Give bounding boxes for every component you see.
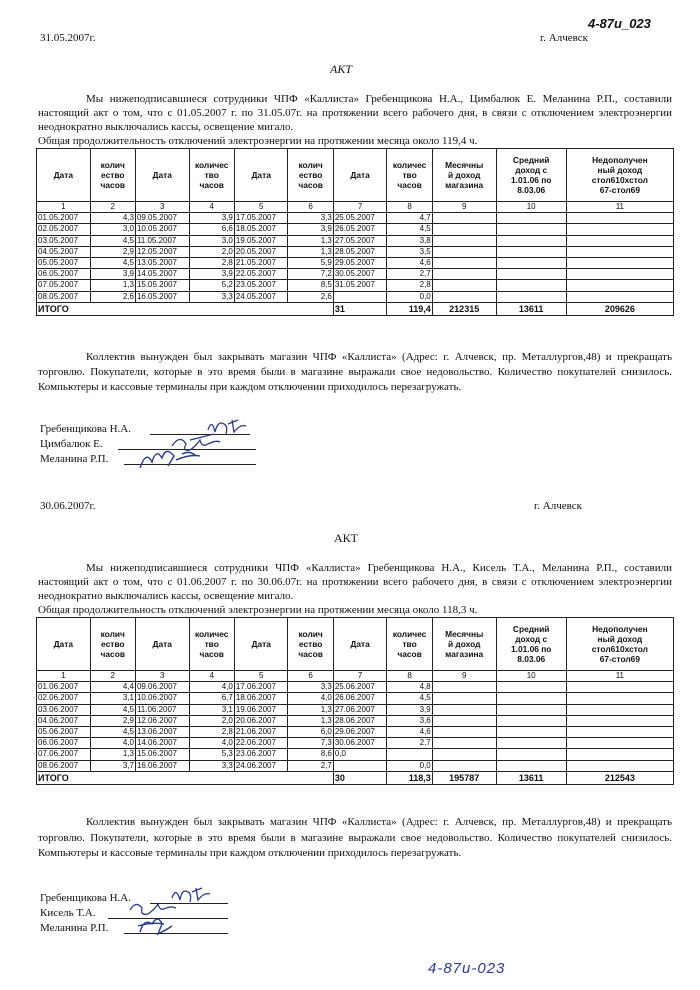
column-number: 8 <box>387 671 432 682</box>
column-number: 8 <box>387 202 432 213</box>
income-cell <box>432 224 496 235</box>
income-cell <box>496 224 566 235</box>
column-number: 11 <box>566 671 673 682</box>
average-income: 13611 <box>496 771 566 784</box>
hours-cell: 2,0 <box>189 246 234 257</box>
date-cell: 20.06.2007 <box>234 715 288 726</box>
date-cell: 25.05.2007 <box>333 213 387 224</box>
table-header-row <box>37 618 674 671</box>
column-number: 2 <box>90 671 135 682</box>
total-hours: 118,3 <box>387 771 432 784</box>
date-cell: 23.05.2007 <box>234 280 288 291</box>
hours-cell: 3,1 <box>90 693 135 704</box>
column-number: 5 <box>234 671 288 682</box>
act-date: 30.06.2007г. <box>40 500 96 512</box>
hours-cell: 7,3 <box>288 738 333 749</box>
hours-cell: 3,6 <box>387 715 432 726</box>
date-cell: 04.06.2007 <box>37 715 91 726</box>
hours-cell: 2,7 <box>288 760 333 771</box>
hours-cell: 3,7 <box>90 760 135 771</box>
column-header: количес тво часов <box>387 149 432 202</box>
date-cell: 05.05.2007 <box>37 257 91 268</box>
date-cell: 17.06.2007 <box>234 682 288 693</box>
date-cell: 03.05.2007 <box>37 235 91 246</box>
date-cell: 18.06.2007 <box>234 693 288 704</box>
table-row <box>37 280 674 291</box>
hours-cell: 1,3 <box>90 280 135 291</box>
income-cell <box>432 738 496 749</box>
signatory-name: Цимбалюк Е. <box>40 438 103 450</box>
hours-cell: 1,3 <box>90 749 135 760</box>
income-cell <box>496 715 566 726</box>
hours-cell: 3,9 <box>189 213 234 224</box>
hours-cell: 4,0 <box>90 738 135 749</box>
column-header: колич ество часов <box>90 149 135 202</box>
column-header: количес тво часов <box>189 618 234 671</box>
date-cell: 31.05.2007 <box>333 280 387 291</box>
income-cell <box>432 246 496 257</box>
total-label: ИТОГО <box>37 771 334 784</box>
column-number: 1 <box>37 202 91 213</box>
income-cell <box>566 246 673 257</box>
hours-cell: 3,9 <box>189 269 234 280</box>
income-cell <box>566 704 673 715</box>
date-cell: 16.06.2007 <box>135 760 189 771</box>
date-cell: 11.06.2007 <box>135 704 189 715</box>
column-number: 2 <box>90 202 135 213</box>
hours-cell: 6,0 <box>288 726 333 737</box>
income-cell <box>496 738 566 749</box>
hours-cell: 4,6 <box>387 726 432 737</box>
act-closing: Коллектив вынужден был закрывать магазин ЧПФ «Каллиста» (Адрес: г. Алчевск, пр. Металлургов,48) и прекращать торговлю. Покупатели, которые в это время были в магазине выражали свое недовольство. Количество покупателей снизилось. Компьютеры и кассовые терминалы при каждом отключении приходилось перезагружать. <box>38 351 672 393</box>
table-row <box>37 715 674 726</box>
hours-cell: 1,3 <box>288 246 333 257</box>
hours-cell: 6,6 <box>189 224 234 235</box>
hours-cell: 2,7 <box>387 269 432 280</box>
income-cell <box>496 235 566 246</box>
table-row <box>37 682 674 693</box>
income-cell <box>566 213 673 224</box>
date-cell: 23.06.2007 <box>234 749 288 760</box>
column-header: Средний доход с 1.01.06 по 8.03.06 <box>496 149 566 202</box>
document-reference: 4-87и_023 <box>588 16 651 31</box>
column-header: Дата <box>333 618 387 671</box>
column-header: Месячны й доход магазина <box>432 618 496 671</box>
income-cell <box>496 213 566 224</box>
hours-cell: 3,9 <box>288 224 333 235</box>
date-cell: 11.05.2007 <box>135 235 189 246</box>
table-row <box>37 213 674 224</box>
date-cell: 09.05.2007 <box>135 213 189 224</box>
hours-cell: 3,3 <box>288 213 333 224</box>
table-header-row <box>37 149 674 202</box>
income-cell <box>566 269 673 280</box>
total-row <box>37 302 674 315</box>
act-city: г. Алчевск <box>534 500 582 512</box>
date-cell: 05.06.2007 <box>37 726 91 737</box>
date-cell: 22.05.2007 <box>234 269 288 280</box>
date-cell: 19.05.2007 <box>234 235 288 246</box>
column-header: Месячны й доход магазина <box>432 149 496 202</box>
income-cell <box>432 760 496 771</box>
income-cell <box>566 715 673 726</box>
table-row <box>37 726 674 737</box>
income-cell <box>496 269 566 280</box>
date-cell: 22.06.2007 <box>234 738 288 749</box>
column-header: Дата <box>333 149 387 202</box>
hours-cell: 2,9 <box>90 246 135 257</box>
hours-cell: 4,4 <box>90 682 135 693</box>
hours-cell: 4,6 <box>387 257 432 268</box>
income-cell <box>432 269 496 280</box>
hours-cell: 8,6 <box>288 749 333 760</box>
hours-cell: 2,8 <box>387 280 432 291</box>
column-number-row <box>37 202 674 213</box>
date-cell: 08.06.2007 <box>37 760 91 771</box>
column-header: Дата <box>135 618 189 671</box>
income-cell <box>496 726 566 737</box>
column-number: 11 <box>566 202 673 213</box>
table-row <box>37 693 674 704</box>
table-row <box>37 257 674 268</box>
income-cell <box>496 704 566 715</box>
hours-cell: 3,9 <box>90 269 135 280</box>
outage-table <box>36 148 674 316</box>
date-cell: 24.06.2007 <box>234 760 288 771</box>
table-row <box>37 749 674 760</box>
signatory-name: Кисель Т.А. <box>40 907 96 919</box>
hours-cell: 0,0 <box>387 291 432 302</box>
income-cell <box>566 760 673 771</box>
total-row <box>37 771 674 784</box>
hours-cell: 3,0 <box>189 235 234 246</box>
date-cell: 27.05.2007 <box>333 235 387 246</box>
column-number: 7 <box>333 202 387 213</box>
date-cell: 18.05.2007 <box>234 224 288 235</box>
hours-cell: 2,6 <box>90 291 135 302</box>
hours-cell: 4,5 <box>90 257 135 268</box>
column-number: 7 <box>333 671 387 682</box>
column-header: Дата <box>37 149 91 202</box>
date-cell: 29.06.2007 <box>333 726 387 737</box>
hours-cell: 4,5 <box>387 224 432 235</box>
hours-cell: 2,0 <box>189 715 234 726</box>
date-cell: 10.06.2007 <box>135 693 189 704</box>
date-cell: 29.05.2007 <box>333 257 387 268</box>
handwritten-signatures <box>120 880 230 945</box>
hours-cell: 3,1 <box>189 704 234 715</box>
income-cell <box>496 257 566 268</box>
date-cell: 13.05.2007 <box>135 257 189 268</box>
hours-cell: 8,5 <box>288 280 333 291</box>
date-cell: 14.05.2007 <box>135 269 189 280</box>
hours-cell: 3,9 <box>387 704 432 715</box>
column-header: Дата <box>234 149 288 202</box>
date-cell: 26.05.2007 <box>333 224 387 235</box>
hours-cell: 4,0 <box>189 738 234 749</box>
column-number: 5 <box>234 202 288 213</box>
monthly-income: 212315 <box>432 302 496 315</box>
hours-cell: 1,3 <box>288 235 333 246</box>
table-row <box>37 704 674 715</box>
hours-cell: 2,9 <box>90 715 135 726</box>
date-cell: 14.06.2007 <box>135 738 189 749</box>
outage-table <box>36 617 674 785</box>
date-cell: 0,0 <box>333 749 387 760</box>
column-number: 9 <box>432 202 496 213</box>
date-cell: 02.06.2007 <box>37 693 91 704</box>
hours-cell: 4,0 <box>189 682 234 693</box>
act-intro: Мы нижеподписавшиеся сотрудники ЧПФ «Каллиста» Гребенщикова Н.А., Кисель Т.А., Меланина Р.П., составили настоящий акт о том, что с 01.06.2007 г. по 30.06.07г. на протяжении всего рабочего дня, в связи с отключением электроэнергии неоднократно выключались кассы, освещение мигало. <box>38 562 672 603</box>
hours-cell: 3,3 <box>288 682 333 693</box>
date-cell: 27.06.2007 <box>333 704 387 715</box>
date-cell: 30.05.2007 <box>333 269 387 280</box>
lost-income: 209626 <box>566 302 673 315</box>
date-cell: 28.06.2007 <box>333 715 387 726</box>
column-header: Дата <box>135 149 189 202</box>
income-cell <box>432 715 496 726</box>
income-cell <box>432 704 496 715</box>
date-cell: 15.06.2007 <box>135 749 189 760</box>
column-number: 3 <box>135 671 189 682</box>
hours-cell: 4,5 <box>90 726 135 737</box>
date-cell: 04.05.2007 <box>37 246 91 257</box>
income-cell <box>496 280 566 291</box>
date-cell: 08.05.2007 <box>37 291 91 302</box>
hours-cell: 4,8 <box>387 682 432 693</box>
column-header: Дата <box>37 618 91 671</box>
act-title: АКТ <box>330 62 352 76</box>
hours-cell: 4,5 <box>90 235 135 246</box>
date-cell: 16.05.2007 <box>135 291 189 302</box>
table-row <box>37 246 674 257</box>
table-row <box>37 760 674 771</box>
hours-cell: 2,7 <box>387 738 432 749</box>
table-row <box>37 291 674 302</box>
date-cell: 01.05.2007 <box>37 213 91 224</box>
income-cell <box>566 235 673 246</box>
act-closing: Коллектив вынужден был закрывать магазин ЧПФ «Каллиста» (Адрес: г. Алчевск, пр. Металлургов,48) и прекращать торговлю. Покупатели, которые в это время были в магазине выражали свое недовольство. Количество покупателей снизилось. Компьютеры и кассовые терминалы при каждом отключении приходилось перезагружать. <box>38 816 672 859</box>
income-cell <box>566 693 673 704</box>
hours-cell: 1,3 <box>288 715 333 726</box>
column-number: 6 <box>288 671 333 682</box>
hours-cell: 7,2 <box>288 269 333 280</box>
table-row <box>37 269 674 280</box>
income-cell <box>566 224 673 235</box>
income-cell <box>432 213 496 224</box>
income-cell <box>432 682 496 693</box>
hours-cell: 2,8 <box>189 726 234 737</box>
table-row <box>37 235 674 246</box>
table-row <box>37 224 674 235</box>
total-label: ИТОГО <box>37 302 334 315</box>
column-number-row <box>37 671 674 682</box>
date-cell: 30.06.2007 <box>333 738 387 749</box>
date-cell: 12.05.2007 <box>135 246 189 257</box>
income-cell <box>432 726 496 737</box>
total-days: 30 <box>333 771 387 784</box>
hours-cell <box>387 749 432 760</box>
column-header: колич ество часов <box>288 149 333 202</box>
income-cell <box>566 280 673 291</box>
column-header: количес тво часов <box>387 618 432 671</box>
date-cell: 07.05.2007 <box>37 280 91 291</box>
signatory-name: Меланина Р.П. <box>40 453 109 465</box>
column-number: 4 <box>189 671 234 682</box>
column-number: 3 <box>135 202 189 213</box>
income-cell <box>496 693 566 704</box>
act-city: г. Алчевск <box>540 32 588 44</box>
hours-cell: 4,0 <box>288 693 333 704</box>
hours-cell: 3,3 <box>189 760 234 771</box>
income-cell <box>496 246 566 257</box>
date-cell: 02.05.2007 <box>37 224 91 235</box>
hours-cell: 1,3 <box>288 704 333 715</box>
hours-cell: 4,5 <box>90 704 135 715</box>
date-cell: 15.05.2007 <box>135 280 189 291</box>
handwritten-reference: 4-87и-023 <box>428 960 506 977</box>
act-summary: Общая продолжительность отключений электроэнергии на протяжении месяца около 119,4 ч. <box>38 135 478 147</box>
act-intro: Мы нижеподписавшиеся сотрудники ЧПФ «Каллиста» Гребенщикова Н.А., Цимбалюк Е. Меланина Р.П., составили настоящий акт о том, что с 01.05.2007 г. по 31.05.07г. на протяжении всего рабочего дня, в связи с отключением электроэнергии неоднократно выключались кассы, освещение мигало. <box>38 93 672 134</box>
date-cell: 01.06.2007 <box>37 682 91 693</box>
date-cell: 21.06.2007 <box>234 726 288 737</box>
date-cell: 25.06.2007 <box>333 682 387 693</box>
act-date: 31.05.2007г. <box>40 32 96 44</box>
date-cell: 19.06.2007 <box>234 704 288 715</box>
income-cell <box>566 726 673 737</box>
hours-cell: 4,5 <box>387 693 432 704</box>
date-cell: 21.05.2007 <box>234 257 288 268</box>
column-header: количес тво часов <box>189 149 234 202</box>
column-header: колич ество часов <box>90 618 135 671</box>
date-cell: 03.06.2007 <box>37 704 91 715</box>
hours-cell: 6,7 <box>189 693 234 704</box>
total-days: 31 <box>333 302 387 315</box>
signatory-name: Гребенщикова Н.А. <box>40 423 131 435</box>
hours-cell: 2,8 <box>189 257 234 268</box>
hours-cell: 5,2 <box>189 280 234 291</box>
total-hours: 119,4 <box>387 302 432 315</box>
column-header: Дата <box>234 618 288 671</box>
income-cell <box>432 749 496 760</box>
hours-cell: 3,0 <box>90 224 135 235</box>
column-number: 4 <box>189 202 234 213</box>
hours-cell: 3,8 <box>387 235 432 246</box>
act-summary: Общая продолжительность отключений электроэнергии на протяжении месяца около 118,3 ч. <box>38 604 478 616</box>
act-title: АКТ <box>334 531 358 545</box>
income-cell <box>496 760 566 771</box>
hours-cell: 4,7 <box>387 213 432 224</box>
date-cell: 06.05.2007 <box>37 269 91 280</box>
average-income: 13611 <box>496 302 566 315</box>
date-cell: 13.06.2007 <box>135 726 189 737</box>
signatory-name: Меланина Р.П. <box>40 922 109 934</box>
handwritten-signatures <box>120 410 270 475</box>
column-number: 10 <box>496 671 566 682</box>
monthly-income: 195787 <box>432 771 496 784</box>
income-cell <box>432 291 496 302</box>
date-cell: 07.06.2007 <box>37 749 91 760</box>
date-cell: 24.05.2007 <box>234 291 288 302</box>
date-cell: 26.06.2007 <box>333 693 387 704</box>
income-cell <box>566 749 673 760</box>
column-number: 1 <box>37 671 91 682</box>
column-number: 10 <box>496 202 566 213</box>
income-cell <box>432 280 496 291</box>
column-number: 9 <box>432 671 496 682</box>
date-cell: 09.06.2007 <box>135 682 189 693</box>
hours-cell: 5,9 <box>288 257 333 268</box>
column-header: Недополучен ный доход стол610хстол 67-стол69 <box>566 618 673 671</box>
date-cell <box>333 760 387 771</box>
hours-cell: 3,3 <box>189 291 234 302</box>
income-cell <box>496 749 566 760</box>
income-cell <box>496 291 566 302</box>
hours-cell: 3,5 <box>387 246 432 257</box>
income-cell <box>432 693 496 704</box>
column-header: Средний доход с 1.01.06 по 8.03.06 <box>496 618 566 671</box>
hours-cell: 5,3 <box>189 749 234 760</box>
date-cell: 28.05.2007 <box>333 246 387 257</box>
hours-cell: 0,0 <box>387 760 432 771</box>
column-header: Недополучен ный доход стол610хстол 67-стол69 <box>566 149 673 202</box>
income-cell <box>432 257 496 268</box>
hours-cell: 2,6 <box>288 291 333 302</box>
date-cell: 06.06.2007 <box>37 738 91 749</box>
table-row <box>37 738 674 749</box>
income-cell <box>566 257 673 268</box>
hours-cell: 4,3 <box>90 213 135 224</box>
income-cell <box>432 235 496 246</box>
date-cell <box>333 291 387 302</box>
column-header: колич ество часов <box>288 618 333 671</box>
date-cell: 12.06.2007 <box>135 715 189 726</box>
signatory-name: Гребенщикова Н.А. <box>40 892 131 904</box>
income-cell <box>566 738 673 749</box>
date-cell: 17.05.2007 <box>234 213 288 224</box>
column-number: 6 <box>288 202 333 213</box>
lost-income: 212543 <box>566 771 673 784</box>
date-cell: 10.05.2007 <box>135 224 189 235</box>
income-cell <box>496 682 566 693</box>
date-cell: 20.05.2007 <box>234 246 288 257</box>
income-cell <box>566 291 673 302</box>
income-cell <box>566 682 673 693</box>
